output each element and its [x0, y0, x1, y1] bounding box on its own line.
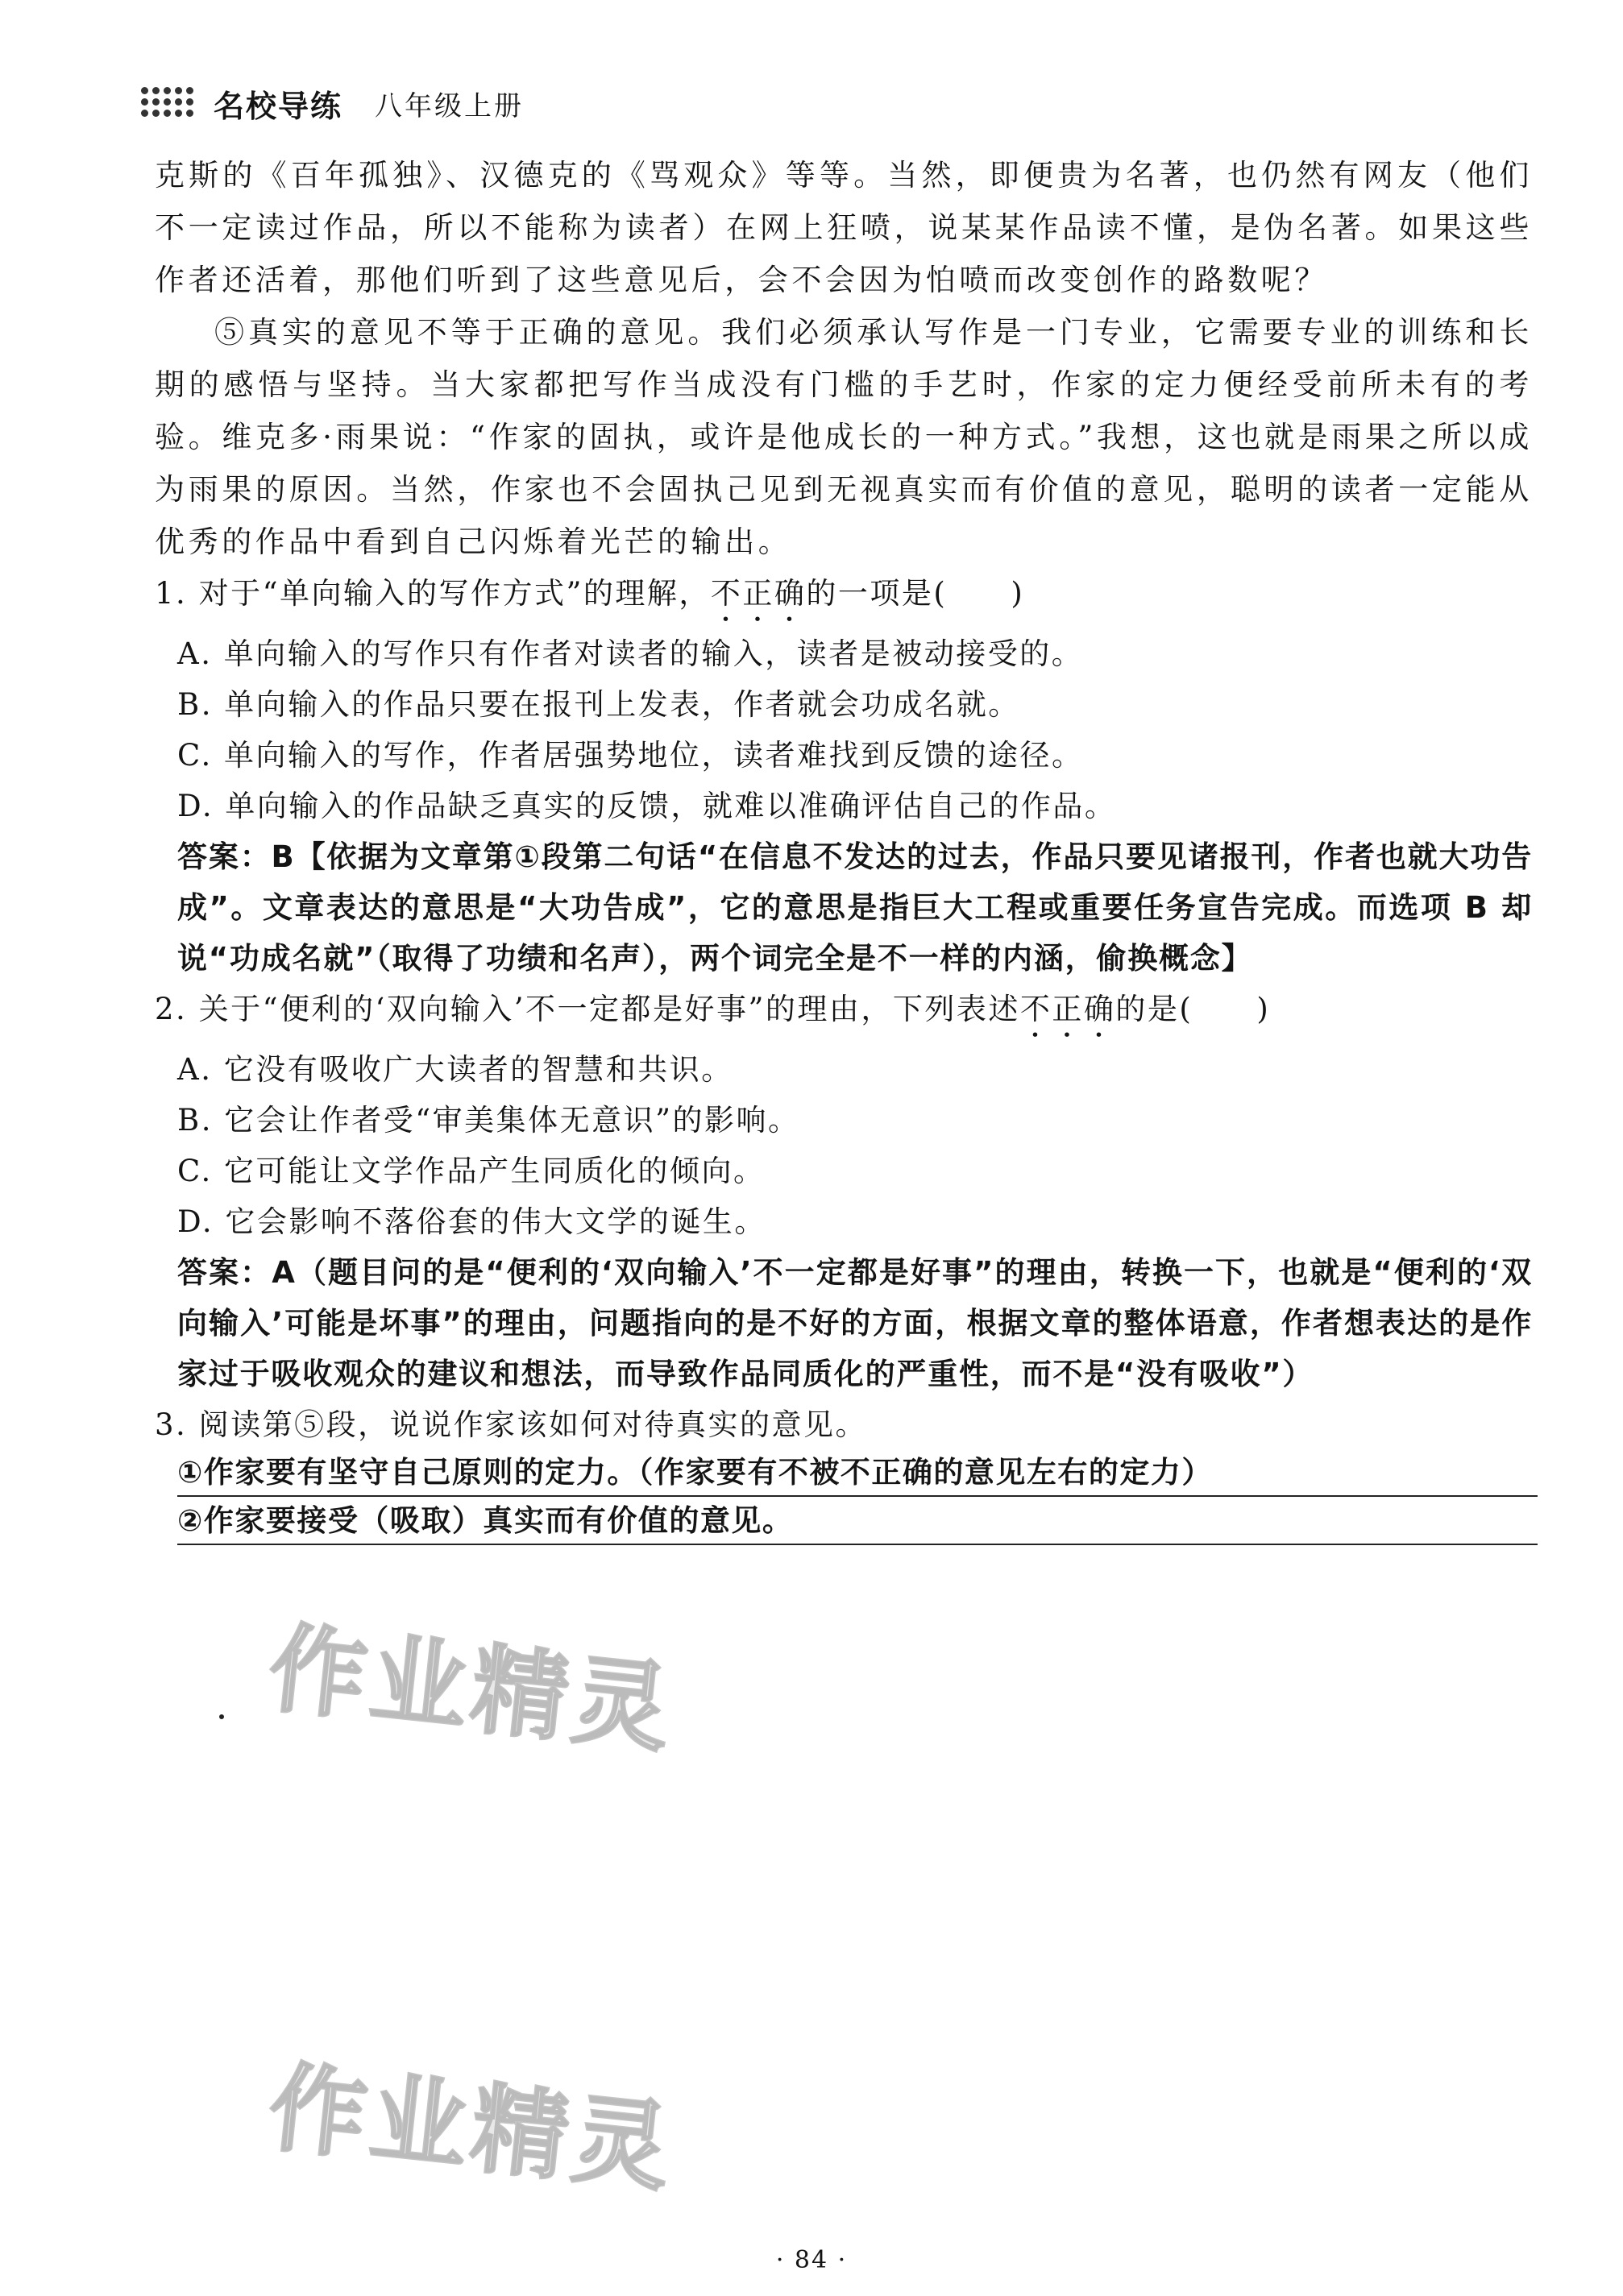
- question-2-option-c: C. 它可能让文学作品产生同质化的倾向。: [177, 1154, 766, 1188]
- question-1-stem: 1. 对于“单向输入的写作方式”的理解，不正确的一项是( ): [155, 576, 1025, 611]
- book-grade: 八年级上册: [375, 89, 525, 122]
- question-2-option-d: D. 它会影响不落俗套的伟大文学的诞生。: [177, 1204, 766, 1239]
- question-3-answer-line-2: ②作家要接受（吸取）真实而有价值的意见。: [177, 1498, 1538, 1545]
- question-3-answer-line-1: ①作家要有坚守自己原则的定力。（作家要有不被不正确的意见左右的定力）: [177, 1450, 1538, 1497]
- question-2-option-a: A. 它没有吸收广大读者的智慧和共识。: [177, 1052, 733, 1087]
- question-3-stem: 3. 阅读第⑤段，说说作家该如何对待真实的意见。: [155, 1407, 868, 1442]
- passage-paragraph-continued: 克斯的《百年孤独》、汉德克的《骂观众》等等。当然，即便贵为名著，也仍然有网友（他们不一定读过作品，所以不能称为读者）在网上狂喷，说某某作品读不懂，是伪名著。如果这些作者还活着，那他们听到了这些意见后，会不会因为怕喷而改变创作的路数呢？: [155, 158, 1533, 297]
- emphasis-mark: 不正确: [1019, 992, 1116, 1026]
- question-2-answer: 答案：A（题目问的是“便利的‘双向输入’不一定都是好事”的理由，转换一下，也就是“便利的‘双向输入’可能是坏事”的理由，问题指向的是不好的方面，根据文章的整体语意，作者想表达的是作家过于吸收观众的建议和想法，而导致作品同质化的严重性，而不是“没有吸收”）: [177, 1255, 1533, 1391]
- question-2-stem: 2. 关于“便利的‘双向输入’不一定都是好事”的理由，下列表述不正确的是( ): [155, 992, 1271, 1026]
- question-1-option-a: A. 单向输入的写作只有作者对读者的输入，读者是被动接受的。: [177, 636, 1084, 671]
- passage-paragraph-5: ⑤真实的意见不等于正确的意见。我们必须承认写作是一门专业，它需要专业的训练和长期的感悟与坚持。当大家都把写作当成没有门槛的手艺时，作家的定力便经受前所未有的考验。维克多·雨果说：“作家的固执，或许是他成长的一种方式。”我想，这也就是雨果之所以成为雨果的原因。当然，作家也不会固执己见到无视真实而有价值的意见，聪明的读者一定能从优秀的作品中看到自己闪烁着光芒的输出。: [155, 315, 1533, 559]
- question-2: [155, 984, 1533, 1399]
- header-dots-icon: [141, 87, 196, 119]
- question-1-answer: 答案：B【依据为文章第①段第二句话“在信息不发达的过去，作品只要见诸报刊，作者也就大功告成”。文章表达的意思是“大功告成”，它的意思是指巨大工程或重要任务宣告完成。而选项 B 却说“功成名就”（取得了功绩和名声），两个词完全是不一样的内涵，偷换概念】: [177, 839, 1533, 976]
- question-1-option-d: D. 单向输入的作品缺乏真实的反馈，就难以准确评估自己的作品。: [177, 789, 1117, 823]
- question-1-option-c: C. 单向输入的写作，作者居强势地位，读者难找到反馈的途径。: [177, 738, 1084, 773]
- question-2-option-b: B. 它会让作者受“审美集体无意识”的影响。: [177, 1103, 800, 1138]
- question-1: [155, 568, 1533, 984]
- stray-dot: [219, 1714, 224, 1719]
- page-header: [141, 79, 524, 127]
- question-1-option-b: B. 单向输入的作品只要在报刊上发表，作者就会功成名就。: [177, 687, 1020, 722]
- watermark-logo: 作业精灵: [264, 2051, 680, 2206]
- page-content: [155, 149, 1533, 1545]
- page-number: · 84 ·: [775, 2246, 848, 2274]
- question-3: [155, 1399, 1533, 1545]
- emphasis-mark: 不正确: [710, 576, 807, 611]
- book-brand: 名校导练: [214, 88, 343, 124]
- watermark-logo: 作业精灵: [264, 1612, 680, 1767]
